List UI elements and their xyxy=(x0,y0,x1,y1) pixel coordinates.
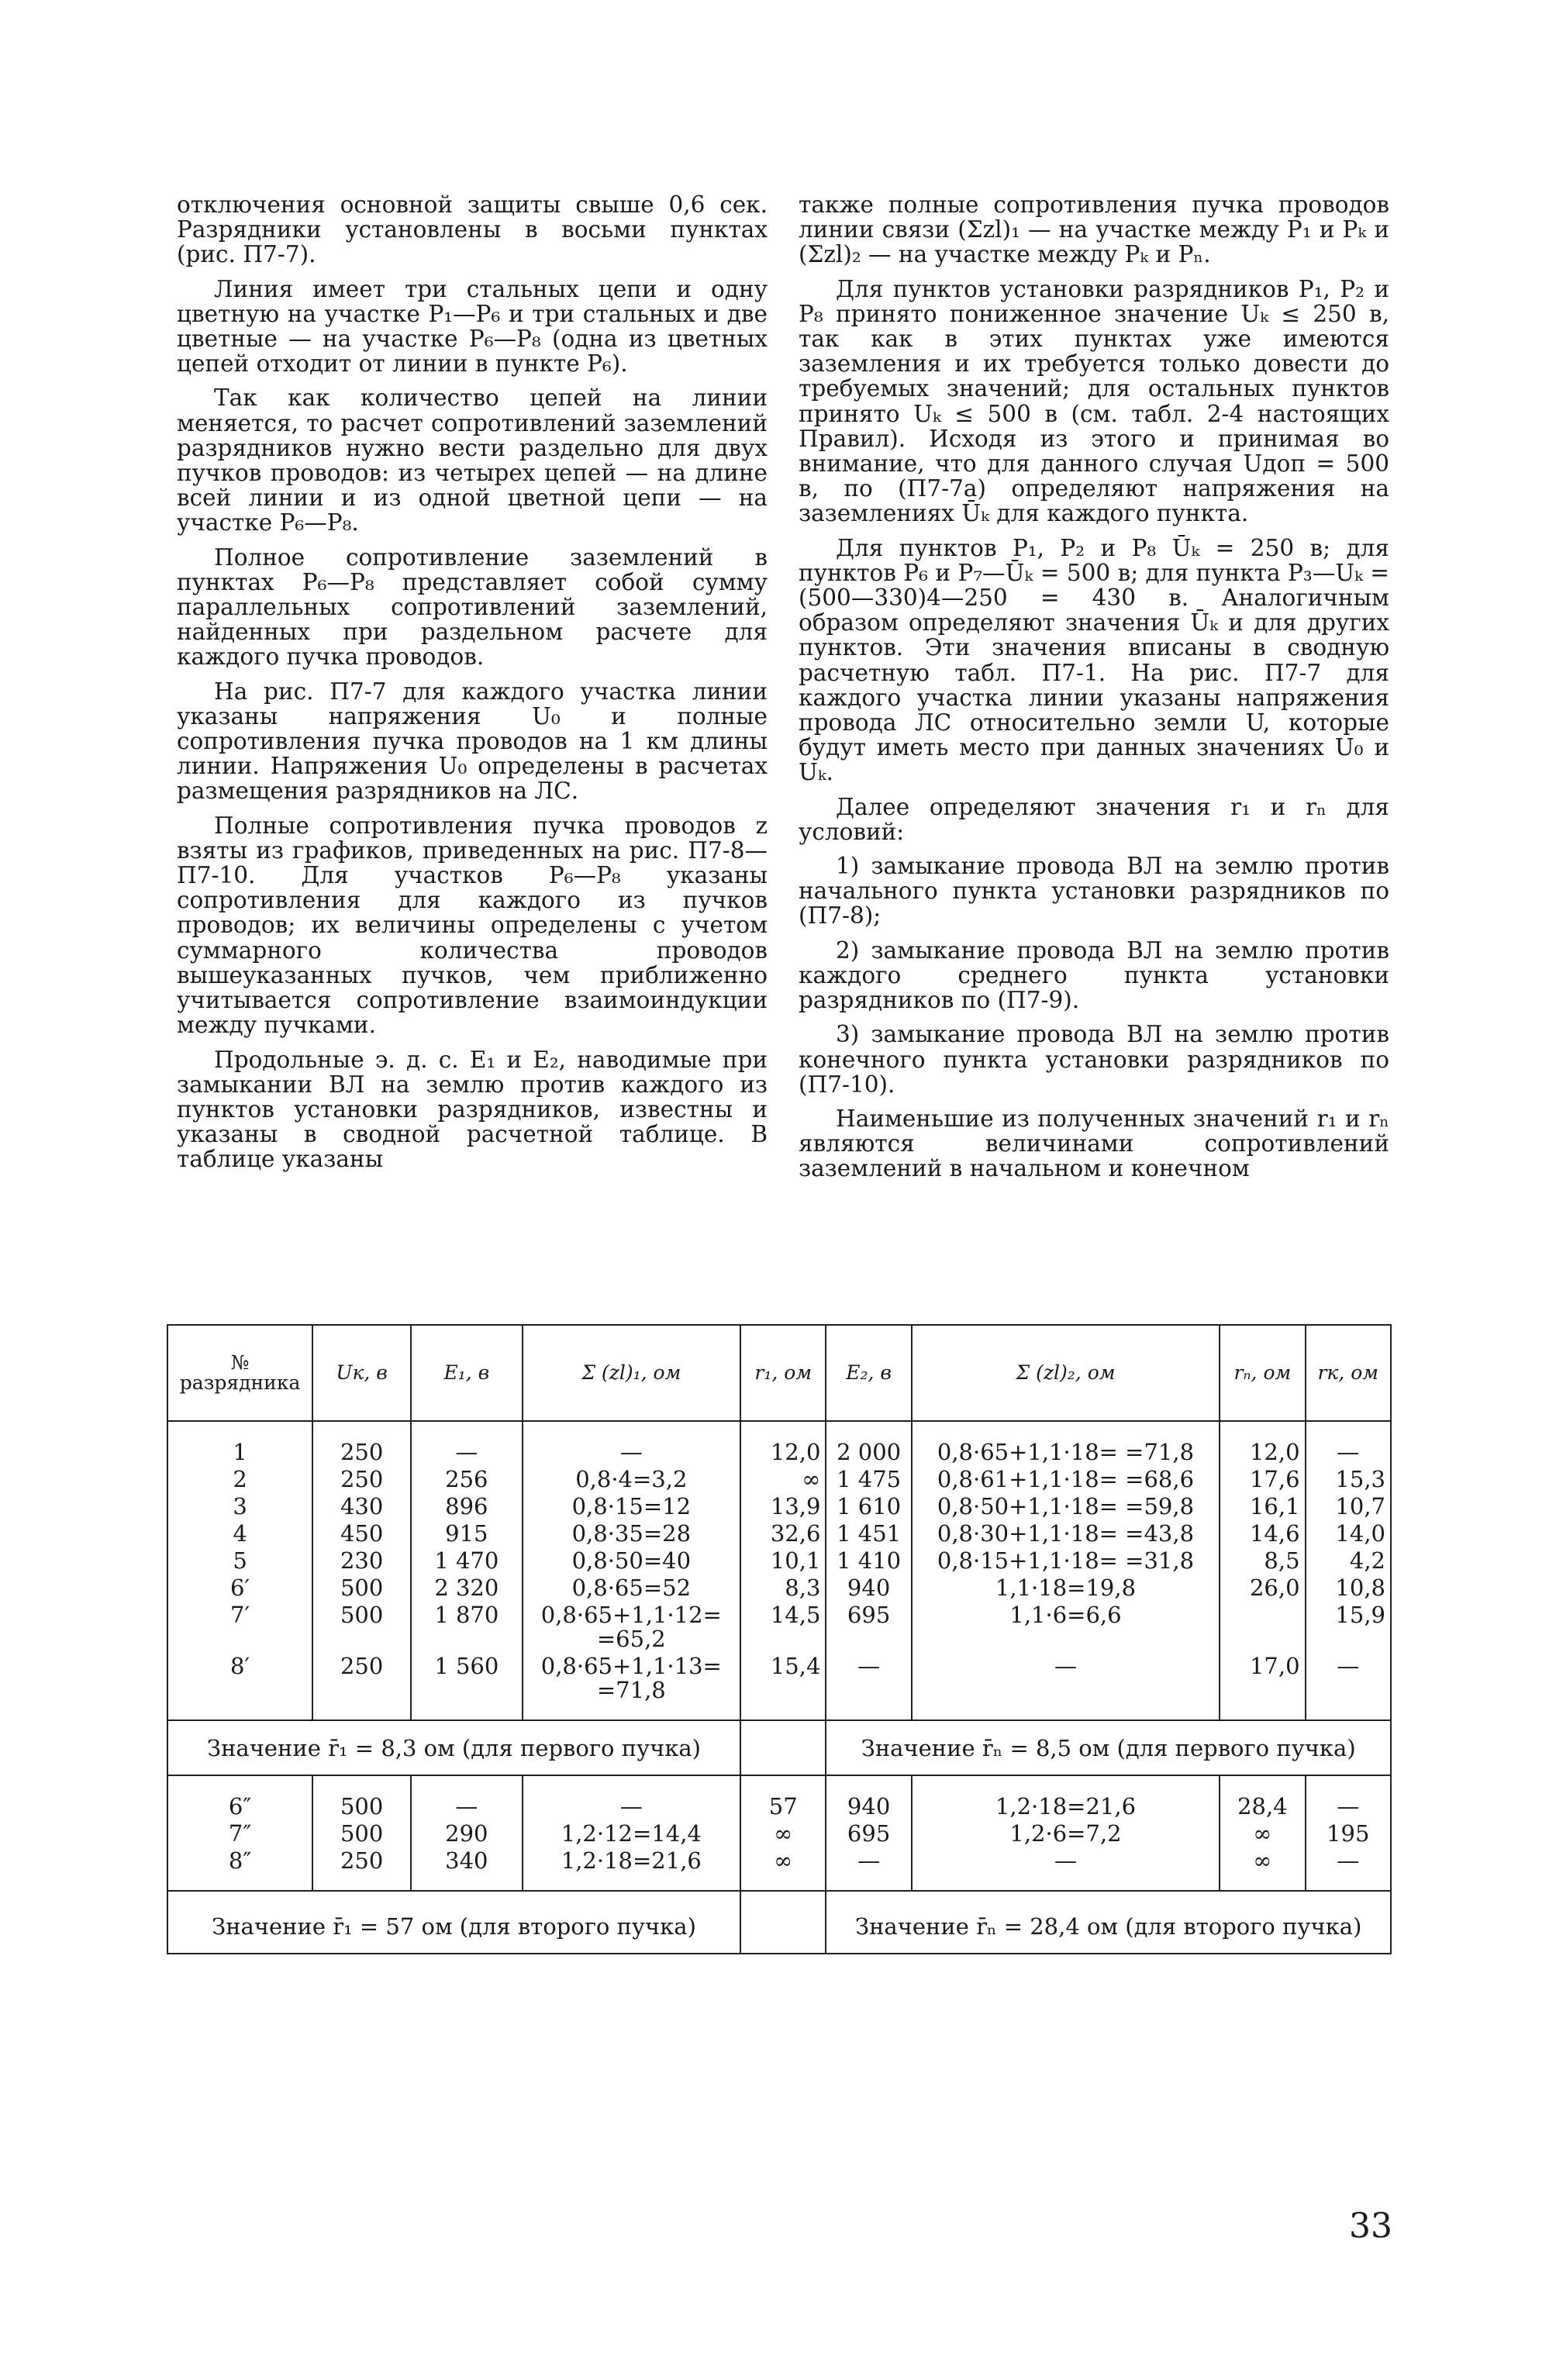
column-header: Uк, в xyxy=(312,1325,411,1421)
table-cell: 8″ xyxy=(167,1847,312,1891)
table-cell: 0,8·50=40 xyxy=(523,1547,740,1575)
table-cell: 2 xyxy=(167,1466,312,1493)
table-cell: 14,6 xyxy=(1220,1520,1305,1547)
table-cell: 10,1 xyxy=(740,1547,826,1575)
table-cell: 256 xyxy=(411,1466,522,1493)
table-cell: 17,0 xyxy=(1220,1653,1305,1720)
table-cell: 26,0 xyxy=(1220,1575,1305,1602)
table-cell: 1,1·18=19,8 xyxy=(912,1575,1220,1602)
column-header: rк, ом xyxy=(1306,1325,1391,1421)
paragraph: Далее определяют значения r₁ и rₙ для условий: xyxy=(799,793,1389,845)
paragraph: Так как количество цепей на линии меняется, то расчет сопротивлений заземлений разрядников нужно вести раздельно для двух пучков проводов: из четырех цепей — на длине всей линии и из одной цветной цепи — на участке P₆—P₈. xyxy=(177,385,768,536)
table-cell: 1,2·6=7,2 xyxy=(912,1820,1220,1847)
table-cell: 7′ xyxy=(167,1602,312,1653)
paragraph: Полное сопротивление заземлений в пунктах P₆—P₈ представляет собой сумму параллельных сопротивлений заземлений, найденных при раздельном расчете для каждого пучка проводов. xyxy=(177,543,768,671)
table-cell: 0,8·4=3,2 xyxy=(523,1466,740,1493)
table-cell: 1 470 xyxy=(411,1547,522,1575)
table-cell: 5 xyxy=(167,1547,312,1575)
table-cell: — xyxy=(826,1653,911,1720)
table-cell: 2 000 xyxy=(826,1421,911,1466)
table-cell: 430 xyxy=(312,1493,411,1520)
table-cell: 0,8·35=28 xyxy=(523,1520,740,1547)
table-row xyxy=(167,1575,1391,1602)
column-header: Σ (zl)₂, ом xyxy=(912,1325,1220,1421)
table-row xyxy=(167,1775,1391,1820)
table-row xyxy=(167,1421,1391,1466)
table-cell: 14,0 xyxy=(1306,1520,1391,1547)
table-cell: 1 xyxy=(167,1421,312,1466)
table-cell: — xyxy=(912,1653,1220,1720)
table-cell: 4,2 xyxy=(1306,1547,1391,1575)
summary-note-r1: Значение r̄₁ = 57 ом (для второго пучка) xyxy=(167,1891,740,1954)
summary-note-rn: Значение r̄ₙ = 28,4 ом (для второго пучка) xyxy=(826,1891,1391,1954)
table-cell: ∞ xyxy=(740,1466,826,1493)
table-cell xyxy=(740,1720,826,1775)
table-row xyxy=(167,1520,1391,1547)
table-cell: 1 870 xyxy=(411,1602,522,1653)
table-row xyxy=(167,1847,1391,1891)
column-header: E₁, в xyxy=(411,1325,522,1421)
summary-note-rn: Значение r̄ₙ = 8,5 ом (для первого пучка) xyxy=(826,1720,1391,1775)
table-cell: — xyxy=(912,1847,1220,1891)
table-cell: 1,2·18=21,6 xyxy=(523,1847,740,1891)
table-summary-row xyxy=(167,1891,1391,1954)
table-row xyxy=(167,1602,1391,1653)
table-row xyxy=(167,1493,1391,1520)
paragraph: Продольные э. д. с. E₁ и E₂, наводимые при замыкании ВЛ на землю против каждого из пунктов установки разрядников, известны и указаны в сводной расчетной таблице. В таблице указаны xyxy=(177,1046,768,1173)
table-cell: 0,8·50+1,1·18= =59,8 xyxy=(912,1493,1220,1520)
table-cell: 8,3 xyxy=(740,1575,826,1602)
table-cell: — xyxy=(1306,1421,1391,1466)
table-cell: 4 xyxy=(167,1520,312,1547)
table-cell: 8,5 xyxy=(1220,1547,1305,1575)
paragraph: На рис. П7-7 для каждого участка линии указаны напряжения U₀ и полные сопротивления пучка проводов на 1 км длины линии. Напряжения U₀ определены в расчетах размещения разрядников на ЛС. xyxy=(177,678,768,805)
table-cell: 12,0 xyxy=(740,1421,826,1466)
table-cell: 10,8 xyxy=(1306,1575,1391,1602)
table-cell: 15,9 xyxy=(1306,1602,1391,1653)
table-cell: — xyxy=(411,1421,522,1466)
paragraph: 2) замыкание провода ВЛ на землю против каждого среднего пункта установки разрядников по (П7-9). xyxy=(799,936,1389,1014)
table-cell: 1,1·6=6,6 xyxy=(912,1602,1220,1653)
table-cell: 250 xyxy=(312,1653,411,1720)
table-cell: 0,8·65+1,1·18= =71,8 xyxy=(912,1421,1220,1466)
table-cell: 940 xyxy=(826,1575,911,1602)
table-cell: 915 xyxy=(411,1520,522,1547)
table-cell: 2 320 xyxy=(411,1575,522,1602)
table-cell: ∞ xyxy=(1220,1820,1305,1847)
column-header: rₙ, ом xyxy=(1220,1325,1305,1421)
table-cell: 0,8·61+1,1·18= =68,6 xyxy=(912,1466,1220,1493)
table-cell: 3 xyxy=(167,1493,312,1520)
table-cell: 0,8·15+1,1·18= =31,8 xyxy=(912,1547,1220,1575)
table-cell: — xyxy=(1306,1775,1391,1820)
table-header-row xyxy=(167,1325,1391,1421)
table-cell: 1,2·12=14,4 xyxy=(523,1820,740,1847)
table-cell: ∞ xyxy=(740,1847,826,1891)
table-cell: 1,2·18=21,6 xyxy=(912,1775,1220,1820)
table-cell: 695 xyxy=(826,1820,911,1847)
table-cell: 28,4 xyxy=(1220,1775,1305,1820)
table-cell: 7″ xyxy=(167,1820,312,1847)
table-cell: 17,6 xyxy=(1220,1466,1305,1493)
paragraph: 3) замыкание провода ВЛ на землю против конечного пункта установки разрядников по (П7-10). xyxy=(799,1021,1389,1098)
summary-note-r1: Значение r̄₁ = 8,3 ом (для первого пучка) xyxy=(167,1720,740,1775)
table-cell: 230 xyxy=(312,1547,411,1575)
table-cell: 500 xyxy=(312,1602,411,1653)
table-cell xyxy=(740,1891,826,1954)
table-cell: 57 xyxy=(740,1775,826,1820)
table-cell: ∞ xyxy=(740,1820,826,1847)
table-cell: 1 560 xyxy=(411,1653,522,1720)
table-cell: 0,8·65=52 xyxy=(523,1575,740,1602)
table-cell: — xyxy=(1306,1653,1391,1720)
table-cell: 12,0 xyxy=(1220,1421,1305,1466)
table-cell: 450 xyxy=(312,1520,411,1547)
paragraph: также полные сопротивления пучка проводов линии связи (Σzl)₁ — на участке между P₁ и Pₖ и (Σzl)₂ — на участке между Pₖ и Pₙ. xyxy=(799,191,1389,268)
paragraph: Полные сопротивления пучка проводов z взяты из графиков, приведенных на рис. П7-8—П7-10. Для участков P₆—P₈ указаны сопротивления для каждого из пучков проводов; их величины определены с учетом суммарного количества проводов вышеуказанных пучков, чем приближенно учитывается сопротивление взаимоиндукции между пучками. xyxy=(177,812,768,1039)
left-column xyxy=(177,192,768,1172)
table-cell: 0,8·65+1,1·12= =65,2 xyxy=(523,1602,740,1653)
table-cell: 6′ xyxy=(167,1575,312,1602)
table-cell: 195 xyxy=(1306,1820,1391,1847)
table-cell: 500 xyxy=(312,1820,411,1847)
table-cell: 695 xyxy=(826,1602,911,1653)
table-cell: 896 xyxy=(411,1493,522,1520)
table-cell: 1 410 xyxy=(826,1547,911,1575)
paragraph: Линия имеет три стальных цепи и одну цветную на участке P₁—P₆ и три стальных и две цветные — на участке P₆—P₈ (одна из цветных цепей отходит от линии в пункте P₆). xyxy=(177,275,768,378)
table-cell: — xyxy=(523,1775,740,1820)
table-cell: 250 xyxy=(312,1421,411,1466)
table-row xyxy=(167,1820,1391,1847)
table-cell: 16,1 xyxy=(1220,1493,1305,1520)
table-cell: 6″ xyxy=(167,1775,312,1820)
paragraph: Наименьшие из полученных значений r₁ и rₙ являются величинами сопротивлений заземлений в начальном и конечном xyxy=(799,1105,1389,1182)
paragraph: Для пунктов P₁, P₂ и P₈ Ūₖ = 250 в; для пунктов P₆ и P₇—Ūₖ = 500 в; для пункта P₃—Uₖ = (500—330)4—250 = 430 в. Аналогичным образом определяют значения Ūₖ и для других пунктов. Эти значения вписаны в сводную расчетную табл. П7-1. На рис. П7-7 для каждого участка линии указаны напряжения провода ЛС относительно земли U, которые будут иметь место при данных значениях U₀ и Uₖ. xyxy=(799,534,1389,786)
table-cell: 340 xyxy=(411,1847,522,1891)
table-cell: 0,8·15=12 xyxy=(523,1493,740,1520)
table-row xyxy=(167,1653,1391,1720)
table-cell: 940 xyxy=(826,1775,911,1820)
table-cell: ∞ xyxy=(1220,1847,1305,1891)
table-cell: 1 451 xyxy=(826,1520,911,1547)
column-header: r₁, ом xyxy=(740,1325,826,1421)
table-cell: 15,3 xyxy=(1306,1466,1391,1493)
page-number: 33 xyxy=(1349,2206,1392,2246)
table-cell: 8′ xyxy=(167,1653,312,1720)
table-cell: 13,9 xyxy=(740,1493,826,1520)
table-cell: 14,5 xyxy=(740,1602,826,1653)
table-cell: 250 xyxy=(312,1847,411,1891)
table-cell: — xyxy=(1306,1847,1391,1891)
table-cell: — xyxy=(826,1847,911,1891)
table-cell: 1 610 xyxy=(826,1493,911,1520)
table-cell xyxy=(1220,1602,1305,1653)
table-cell: 10,7 xyxy=(1306,1493,1391,1520)
table-row xyxy=(167,1547,1391,1575)
table-cell: 0,8·30+1,1·18= =43,8 xyxy=(912,1520,1220,1547)
table-cell: 290 xyxy=(411,1820,522,1847)
table-row xyxy=(167,1466,1391,1493)
right-column xyxy=(799,192,1389,1181)
column-header: E₂, в xyxy=(826,1325,911,1421)
table-cell: — xyxy=(411,1775,522,1820)
paragraph: отключения основной защиты свыше 0,6 сек. Разрядники установлены в восьми пунктах (рис. П7-7). xyxy=(177,191,768,268)
table-cell: — xyxy=(523,1421,740,1466)
table-cell: 250 xyxy=(312,1466,411,1493)
table-cell: 500 xyxy=(312,1775,411,1820)
table-cell: 15,4 xyxy=(740,1653,826,1720)
table-cell: 1 475 xyxy=(826,1466,911,1493)
column-header: № разрядника xyxy=(167,1325,312,1421)
paragraph: Для пунктов установки разрядников P₁, P₂ и P₈ принято пониженное значение Uₖ ≤ 250 в, так как в этих пунктах уже имеются заземления и их требуется только довести до требуемых значений; для остальных пунктов принято Uₖ ≤ 500 в (см. табл. 2-4 настоящих Правил). Исходя из этого и принимая во внимание, что для данного случая Uдоп = 500 в, по (П7-7а) определяют напряжения на заземлениях Ūₖ для каждого пункта. xyxy=(799,275,1389,527)
column-header: Σ (zl)₁, ом xyxy=(523,1325,740,1421)
calculation-table xyxy=(167,1324,1392,1954)
table-cell: 0,8·65+1,1·13= =71,8 xyxy=(523,1653,740,1720)
table-summary-row xyxy=(167,1720,1391,1775)
table-cell: 500 xyxy=(312,1575,411,1602)
table-cell: 32,6 xyxy=(740,1520,826,1547)
paragraph: 1) замыкание провода ВЛ на землю против начального пункта установки разрядников по (П7-8); xyxy=(799,853,1389,930)
